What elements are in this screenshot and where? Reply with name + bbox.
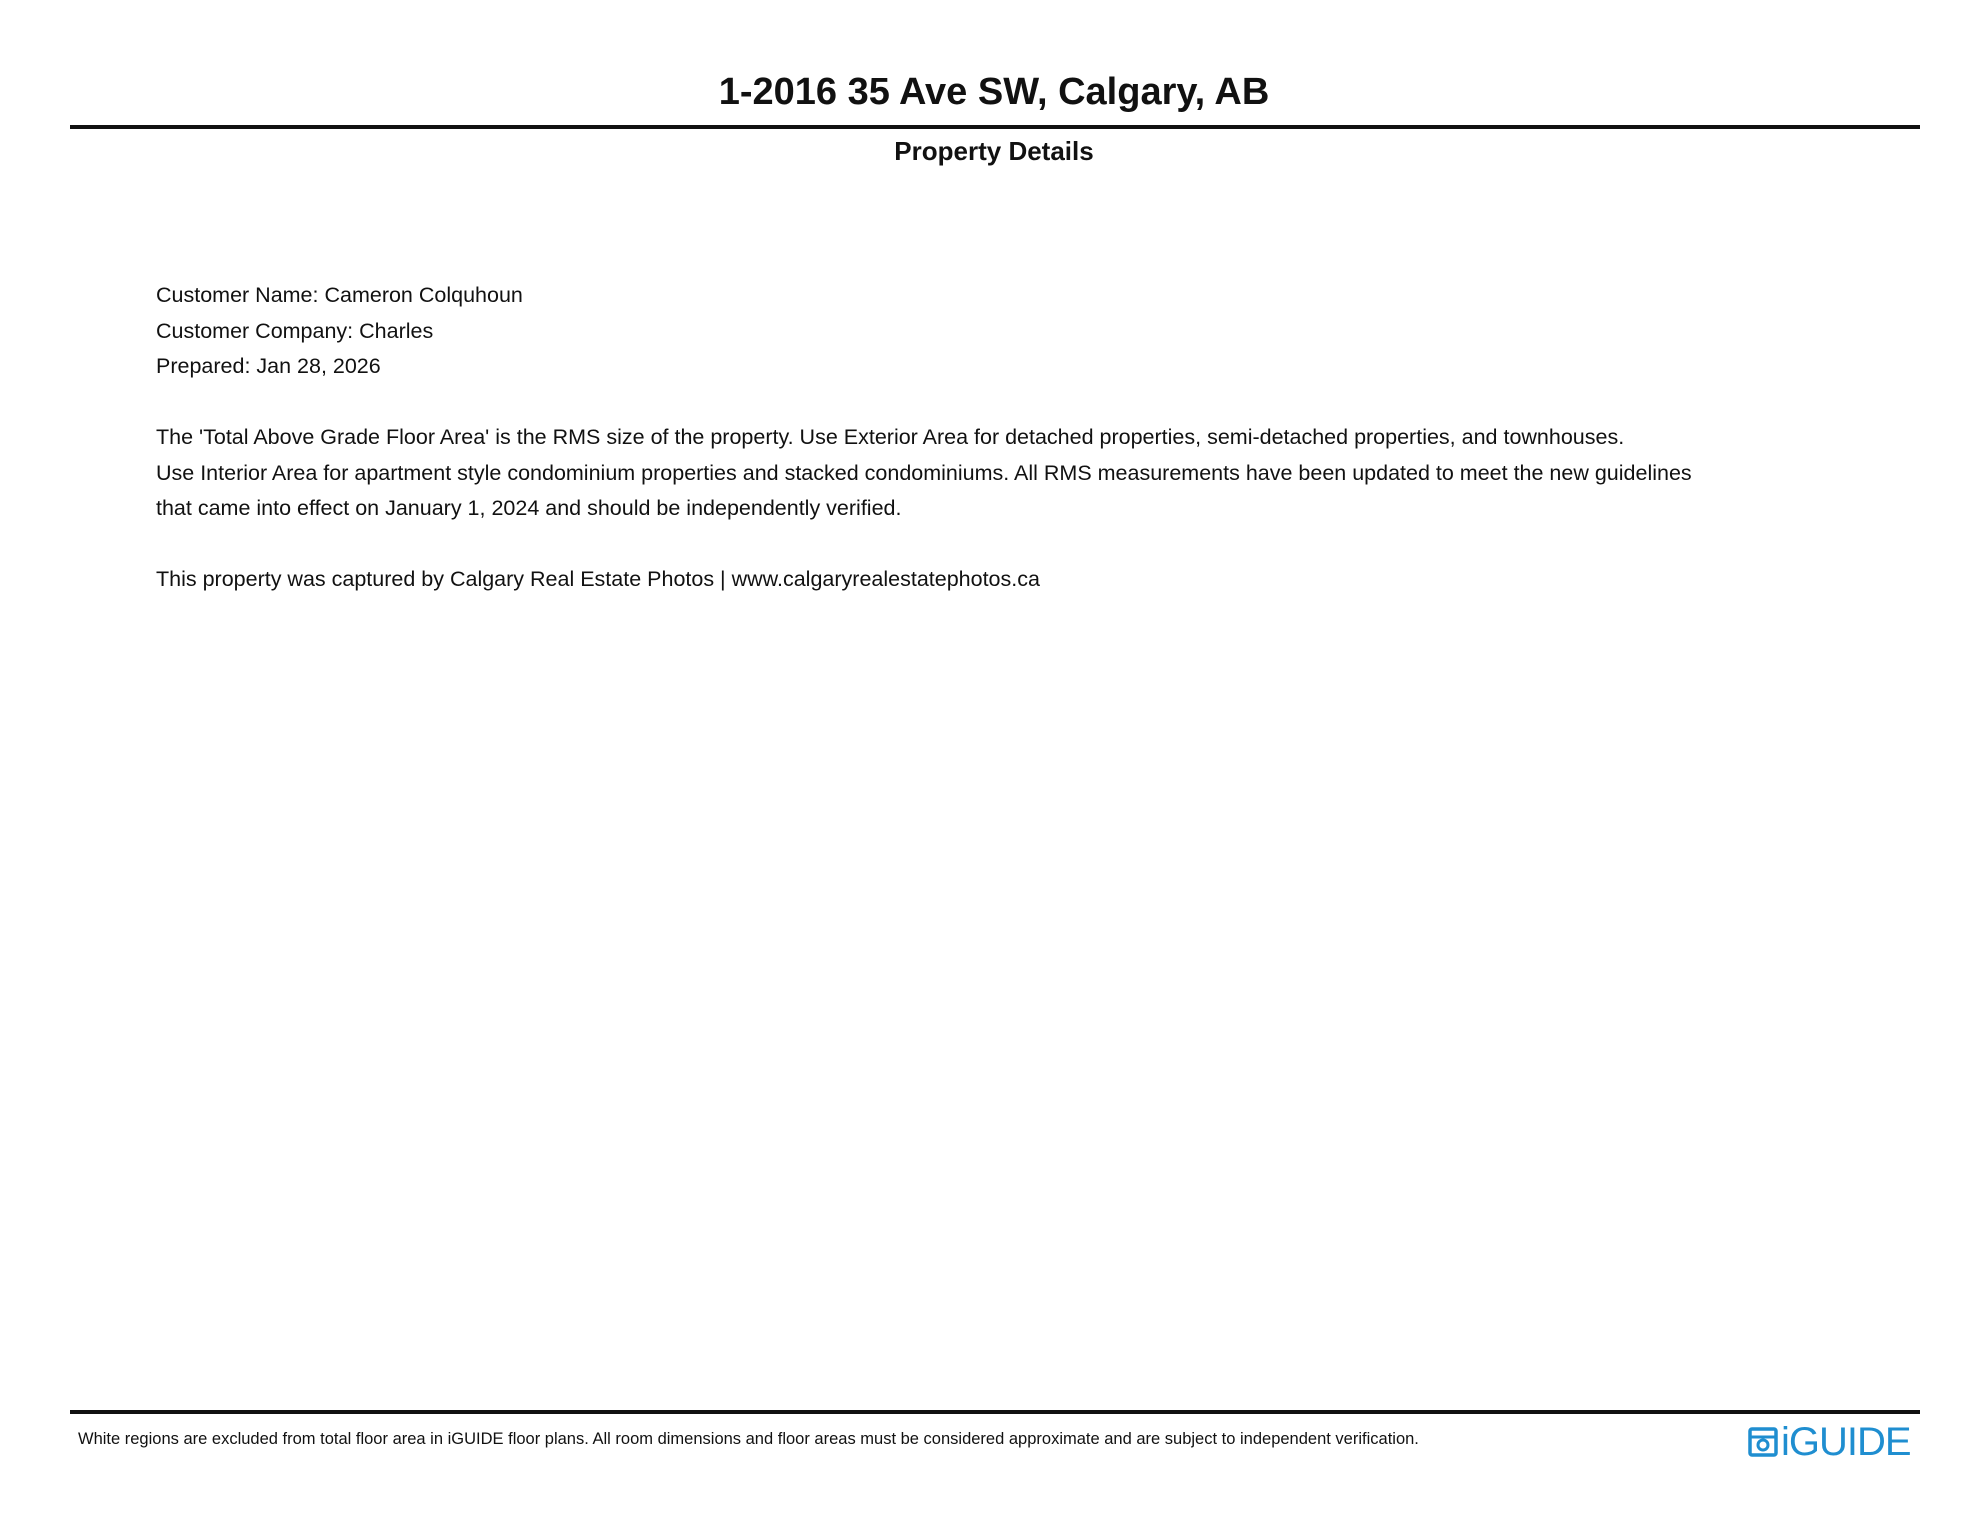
photographer-credit: This property was captured by Calgary Real Estate Photos | www.calgaryrealestatephotos.ca [156, 567, 1040, 591]
header-divider [70, 125, 1920, 129]
iguide-camera-icon [1748, 1426, 1778, 1458]
iguide-logo-text: iGUIDE [1781, 1420, 1911, 1464]
page-title: 1-2016 35 Ave SW, Calgary, AB [718, 71, 1270, 113]
customer-name: Customer Name: Cameron Colquhoun [156, 283, 523, 307]
page-subtitle: Property Details [894, 136, 1094, 166]
iguide-logo [1748, 1420, 1911, 1464]
footer-disclaimer: White regions are excluded from total floor area in iGUIDE floor plans. All room dimensions and floor areas must be considered approximate and are subject to independent verification. [78, 1430, 1419, 1448]
spacer [156, 385, 1856, 421]
spacer [156, 527, 1856, 563]
rms-notice-line-1: The 'Total Above Grade Floor Area' is the RMS size of the property. Use Exterior Area for detached properties, semi-detached properties, and townhouses. [156, 425, 1625, 449]
rms-notice-line-2: Use Interior Area for apartment style condominium properties and stacked condominiums. All RMS measurements have been updated to meet the new guidelines [156, 460, 1692, 485]
rms-notice-line-3: that came into effect on January 1, 2024 and should be independently verified. [156, 496, 902, 520]
customer-company: Customer Company: Charles [156, 318, 434, 343]
property-details-body [156, 278, 1856, 598]
footer-divider [70, 1410, 1920, 1414]
prepared-date: Prepared: Jan 28, 2026 [156, 354, 381, 378]
